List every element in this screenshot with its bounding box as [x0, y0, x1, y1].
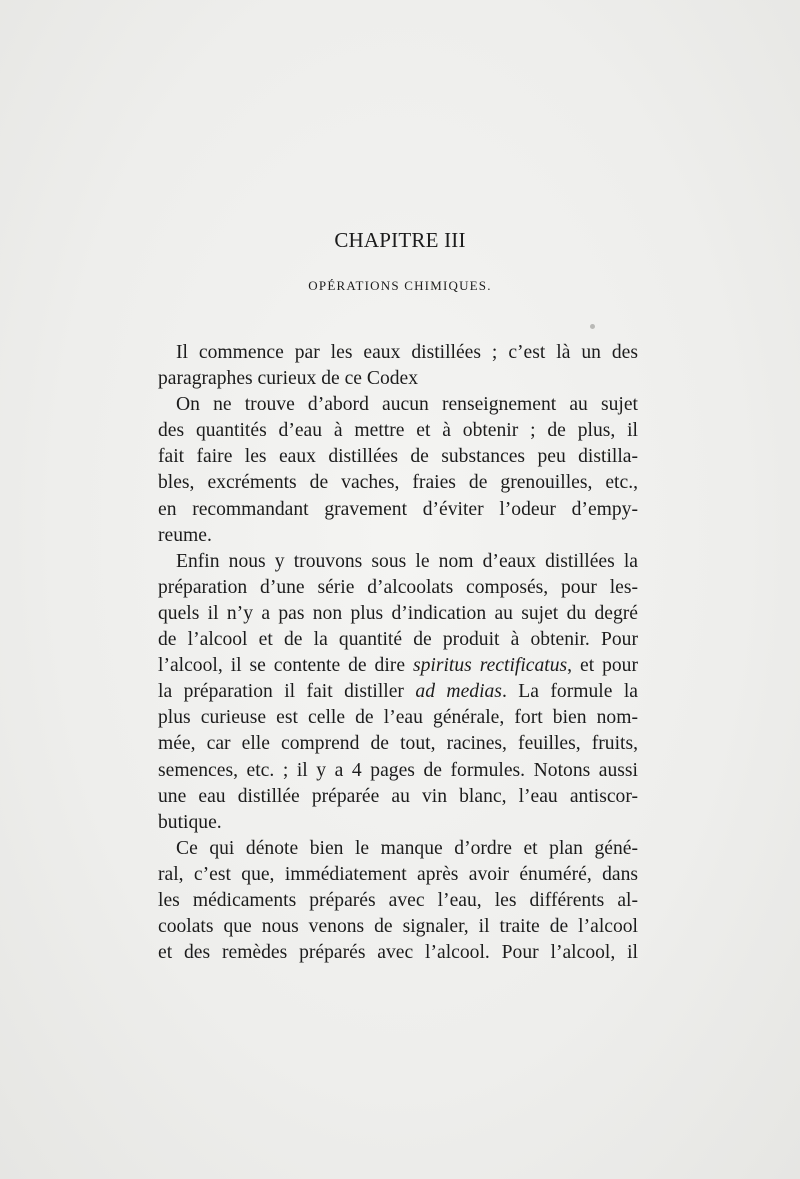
- paragraph: [158, 340, 638, 392]
- paper-speck: [590, 324, 595, 329]
- italic-phrase: spiritus rectificatus: [412, 655, 568, 677]
- chapter-title: CHAPITRE III: [334, 228, 466, 252]
- text-line: une eau distillée préparée au vin blanc, l’eau antiscor-: [158, 785, 638, 807]
- body-text: [158, 340, 638, 966]
- text-line: On ne trouve d’abord aucun renseignement au sujet: [176, 394, 638, 416]
- text-line: [158, 653, 638, 679]
- paragraph: [158, 836, 638, 966]
- text-line: [158, 679, 638, 705]
- text-line: reume.: [158, 524, 212, 546]
- text-line: et des remèdes préparés avec l’alcool. Pour l’alcool, il: [158, 942, 638, 964]
- section-title: OPÉRATIONS CHIMIQUES.: [308, 278, 492, 293]
- text-line: bles, excréments de vaches, fraies de grenouilles, etc.,: [158, 472, 638, 494]
- text-segment: , et pour: [567, 655, 639, 677]
- text-line: des quantités d’eau à mettre et à obtenir ; de plus, il: [158, 420, 638, 442]
- text-line: Ce qui dénote bien le manque d’ordre et plan géné-: [176, 837, 638, 859]
- text-line: en recommandant gravement d’éviter l’odeur d’empy-: [158, 498, 638, 520]
- text-line: les médicaments préparés avec l’eau, les différents al-: [158, 889, 638, 911]
- text-line: ral, c’est que, immédiatement après avoir énuméré, dans: [158, 863, 638, 885]
- paragraph: [158, 549, 638, 836]
- text-line: fait faire les eaux distillées de substances peu distilla-: [158, 446, 638, 468]
- text-line: Il commence par les eaux distillées ; c’est là un des: [176, 342, 638, 363]
- text-line: quels il n’y a pas non plus d’indication au sujet du degré: [158, 602, 638, 624]
- text-line: coolats que nous venons de signaler, il traite de l’alcool: [158, 916, 638, 938]
- paragraph: [158, 392, 638, 549]
- text-line: butique.: [158, 811, 222, 833]
- text-segment: . La formule la: [501, 681, 638, 703]
- text-line: préparation d’une série d’alcoolats composés, pour les-: [158, 576, 638, 598]
- italic-phrase: ad medias: [415, 681, 502, 703]
- text-segment: l’alcool, il se contente de dire: [158, 655, 413, 677]
- text-line: paragraphes curieux de ce Codex: [158, 368, 419, 390]
- text-line: plus curieuse est celle de l’eau générale, fort bien nom-: [158, 707, 638, 729]
- text-segment: la préparation il fait distiller: [158, 681, 416, 703]
- text-line: mée, car elle comprend de tout, racines, feuilles, fruits,: [158, 733, 638, 755]
- text-line: de l’alcool et de la quantité de produit à obtenir. Pour: [158, 629, 638, 651]
- text-line: semences, etc. ; il y a 4 pages de formules. Notons aussi: [158, 759, 638, 781]
- text-line: Enfin nous y trouvons sous le nom d’eaux distillées la: [176, 550, 638, 572]
